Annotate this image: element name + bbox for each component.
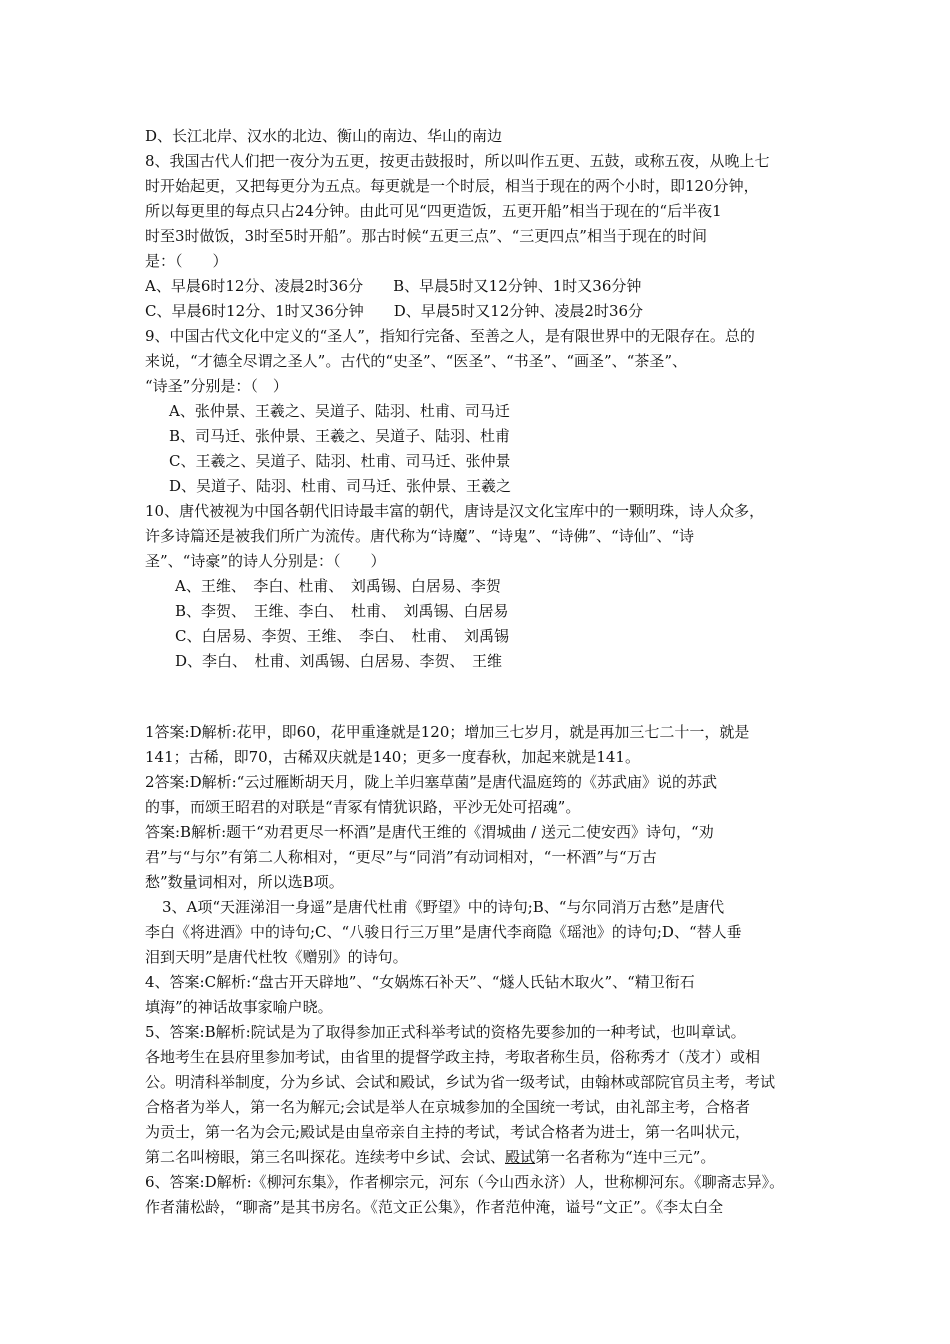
answer-line: 答案:B解析:题干“劝君更尽一杯酒”是唐代王维的《渭城曲 / 送元二使安西》诗句，“劝 [145,823,714,841]
answer-line: 6、答案:D解析:《柳河东集》，作者柳宗元，河东（今山西永济）人，世称柳河东。《聊斋志异》。 [145,1173,785,1191]
q9-option: D、吴道子、陆羽、杜甫、司马迁、张仲景、王羲之 [169,477,512,495]
answer-line: 141；古稀，即70，古稀双庆就是140；更多一度春秋，加起来就是141。 [145,748,640,766]
q10-option: B、李贺、 王维、李白、 杜甫、 刘禹锡、白居易 [175,602,509,620]
q10-line: 10、唐代被视为中国各朝代旧诗最丰富的朝代，唐诗是汉文化宝库中的一颗明珠，诗人众多， [145,502,765,520]
answer-line [145,1145,815,1170]
q8-line: 时开始起更，又把每更分为五点。每更就是一个时辰，相当于现在的两个小时，即120分钟， [145,177,759,195]
answer-line: 作者蒲松龄，“聊斋”是其书房名。《范文正公集》，作者范仲淹，谥号“文正”。《李太白全 [145,1198,724,1216]
answer-line: 3、A项“天涯涕泪一身遥”是唐代杜甫《野望》中的诗句;B、“与尔同消万古愁”是唐代 [162,898,725,916]
q7-option-d: D、长江北岸、汉水的北边、衡山的南边、华山的南边 [145,127,503,145]
q10-option: C、白居易、李贺、王维、 李白、 杜甫、 刘禹锡 [175,627,509,645]
q8-line: 所以每更里的每点只占24分钟。由此可见“四更造饭，五更开船”相当于现在的“后半夜1 [145,202,722,220]
answer-line: 李白《将进酒》中的诗句;C、“八骏日行三万里”是唐代李商隐《瑶池》的诗句;D、“替人垂 [145,923,742,941]
answer-line: 2答案:D解析:“云过雁断胡天月，陇上羊归塞草菌”是唐代温庭筠的《苏武庙》说的苏武 [145,773,718,791]
answer-text: 第一名者称为“连中三元”。 [535,1148,716,1166]
q8-option: A、早晨6时12分、凌晨2时36分 B、早晨5时又12分钟、1时又36分钟 [145,277,642,295]
q8-line: 8、我国古代人们把一夜分为五更，按更击鼓报时，所以叫作五更、五鼓，或称五夜，从晚上七 [145,152,770,170]
q9-option: B、司马迁、张仲景、王羲之、吴道子、陆羽、杜甫 [169,427,511,445]
q9-option: C、王羲之、吴道子、陆羽、杜甫、司马迁、张仲景 [169,452,511,470]
underlined-term: 殿试 [505,1148,536,1166]
q9-option: A、张仲景、王羲之、吴道子、陆羽、杜甫、司马迁 [169,402,510,420]
answer-1 [145,720,815,770]
answer-3 [145,895,815,970]
answer-line: 为贡士，第一名为会元;殿试是由皇帝亲自主持的考试，考试合格者为进士，第一名叫状元， [145,1123,751,1141]
q10-option: A、王维、 李白、杜甫、 刘禹锡、白居易、李贺 [175,577,501,595]
answer-line: 的事，而颂王昭君的对联是“青冢有情犹识路，平沙无处可招魂”。 [145,798,581,816]
question-8 [145,149,815,324]
answer-2 [145,770,815,820]
answer-6 [145,1170,815,1220]
answer-line: 填海”的神话故事家喻户晓。 [145,998,333,1016]
answer-line: 愁”数量词相对，所以选B项。 [145,873,344,891]
answer-line: 1答案:D解析:花甲，即60，花甲重逢就是120；增加三七岁月，就是再加三七二十一，就是 [145,723,750,741]
answer-line: 各地考生在县府里参加考试，由省里的提督学政主持，考取者称生员，俗称秀才（茂才）或相 [145,1048,761,1066]
answer-5 [145,1020,815,1170]
answer-line: 4、答案:C解析:“盘古开天辟地”、“女娲炼石补天”、“燧人氏钻木取火”、“精卫衔石 [145,973,695,991]
q8-option: C、早晨6时12分、1时又36分钟 D、早晨5时又12分钟、凌晨2时36分 [145,302,644,320]
q8-line: 时至3时做饭，3时至5时开船”。那古时候“五更三点”、“三更四点”相当于现在的时间 [145,227,707,245]
answer-4 [145,970,815,1020]
q10-line: 圣”、“诗豪”的诗人分别是：（ ） [145,552,386,570]
answer-text: 第二名叫榜眼，第三名叫探花。连续考中乡试、会试、 [145,1148,506,1166]
answer-line: 公。明清科举制度，分为乡试、会试和殿试，乡试为省一级考试，由翰林或部院官员主考，考试 [145,1073,776,1091]
document-page [145,124,815,1220]
q9-line: 来说，“才德全尽谓之圣人”。古代的“史圣”、“医圣”、“书圣”、“画圣”、“茶圣”、 [145,352,688,370]
question-10 [145,499,815,674]
answer-line: 泪到天明”是唐代杜牧《赠别》的诗句。 [145,948,408,966]
q10-line: 许多诗篇还是被我们所广为流传。唐代称为“诗魔”、“诗鬼”、“诗佛”、“诗仙”、“诗 [145,527,695,545]
answer-line: 合格者为举人，第一名为解元;会试是举人在京城参加的全国统一考试，由礼部主考，合格者 [145,1098,751,1116]
q9-line: “诗圣”分别是：（ ） [145,377,288,395]
answer-line: 君”与“与尔”有第二人称相对，“更尽”与“同消”有动词相对，“一杯酒”与“万古 [145,848,657,866]
q8-line: 是：（ ） [145,252,228,270]
question-9 [145,324,815,499]
answer-line: 5、答案:B解析:院试是为了取得参加正式科举考试的资格先要参加的一种考试，也叫章试。 [145,1023,746,1041]
q9-line: 9、中国古代文化中定义的“圣人”，指知行完备、至善之人，是有限世界中的无限存在。总的 [145,327,755,345]
q10-option: D、李白、 杜甫、刘禹锡、白居易、李贺、 王维 [175,652,503,670]
answer-2b [145,820,815,895]
section-gap [145,674,815,720]
